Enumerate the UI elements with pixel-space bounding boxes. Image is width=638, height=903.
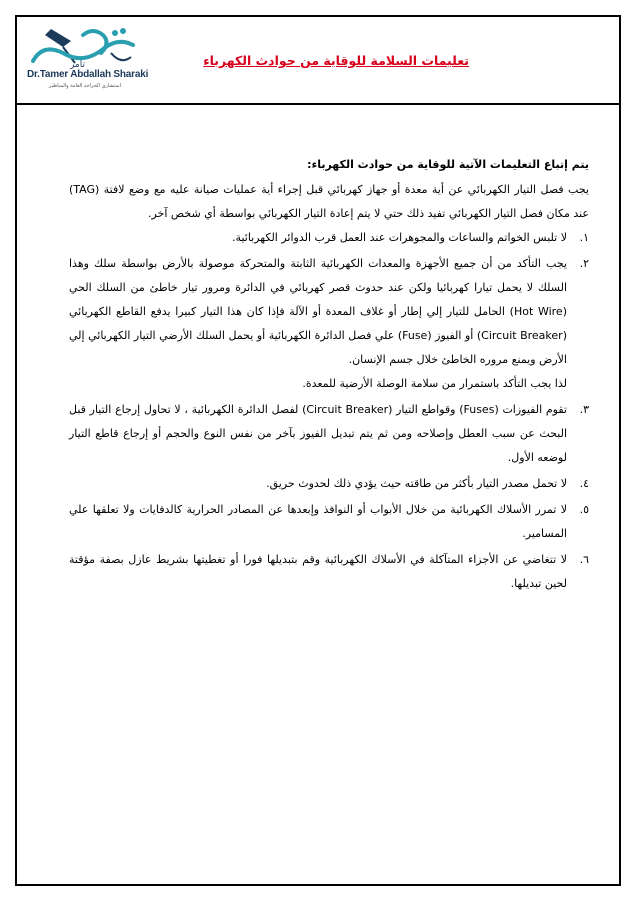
list-item [69,252,589,396]
header-bar [17,17,619,105]
logo [23,23,149,99]
list-item-number: ٢. [579,257,589,270]
instructions-list [69,226,589,596]
list-item [69,548,589,596]
logo-name: Dr.Tamer Abdallah Sharaki [27,69,149,80]
list-item-text: لا تتغاضي عن الأجزاء المتآكلة في الأسلاك الكهربائية وقم بتبديلها فورا أو تغطيتها بشريط عازل بصفة مؤقتة لحين تبديلها. [69,553,567,590]
list-item [69,498,589,546]
list-item [69,398,589,470]
list-item-text: لا تمرر الأسلاك الكهربائية من خلال الأبواب أو النوافذ وإبعدها عن المصادر الحرارية كالدفايات ولا تعلقها علي المسامير. [69,503,567,540]
page-title: تعليمات السلامة للوقاية من حوادث الكهرباء [203,53,469,68]
logo-mark-icon [23,23,143,71]
list-item [69,226,589,250]
logo-tagline: استشاري الجراحة العامة والمناظير [49,83,121,89]
document-body [69,153,589,598]
list-item-text: لا تحمل مصدر التيار بأكثر من طاقته حيث يؤدي ذلك لحدوث حريق. [266,477,567,490]
list-item [69,472,589,496]
list-item-number: ١. [579,231,589,244]
list-item-number: ٦. [579,553,589,566]
document-page [15,15,621,886]
svg-text:تامر: تامر [69,60,85,70]
list-item-text: يجب التأكد من أن جميع الأجهزة والمعدات الكهربائية الثابتة والمتحركة موصولة بالأرض بواسطة سلك وهذا السلك لا يحمل تيارا كهربائيا ولكن عند حدوث قصر كهربائي في الدائرة ومرور تيار خاطئ من السلك الحي (Hot Wire) الحامل للتيار إلي إطار أو غلاف المعدة أو الآلة فإذا كان هذا التيار كبيرا يدفع القاطع الكهربائي (Circuit Breaker) أو الفيوز (Fuse) علي فصل الدائرة الكهربائية أو يحمل السلك الأرضي التيار الكهربائي إلي الأرض ويمنع مروره الخاطئ خلال جسم الإنسان. [69,257,567,366]
list-item-note: لذا يجب التأكد باستمرار من سلامة الوصلة الأرضية للمعدة. [302,377,567,390]
list-item-number: ٤. [579,477,589,490]
list-item-text: تقوم الفيوزات (Fuses) وقواطع التيار (Circuit Breaker) لفصل الدائرة الكهربائية ، لا تحاول إرجاع التيار قبل البحث عن سبب العطل وإصلاحه ومن ثم يتم تبديل الفيوز بآخر من نفس النوع والحجم أو إرجاع قاطع التيار لوضعه الأول. [69,403,567,464]
list-item-number: ٥. [579,503,589,516]
list-item-text: لا تلبس الخواتم والساعات والمجوهرات عند العمل قرب الدوائر الكهربائية. [232,231,567,244]
list-item-number: ٣. [579,403,589,416]
intro-paragraph: يجب فصل التيار الكهربائي عن أية معدة أو جهاز كهربائي قبل إجراء أية عمليات صيانة عليه مع وضع لافتة (TAG) عند مكان فصل التيار الكهربائي تفيد ذلك حتي لا يتم إعادة التيار الكهربائي بواسطة أي شخص آخر. [69,183,589,220]
intro-heading: يتم إتباع التعليمات الآتية للوقاية من حوادث الكهرباء: [307,158,589,171]
